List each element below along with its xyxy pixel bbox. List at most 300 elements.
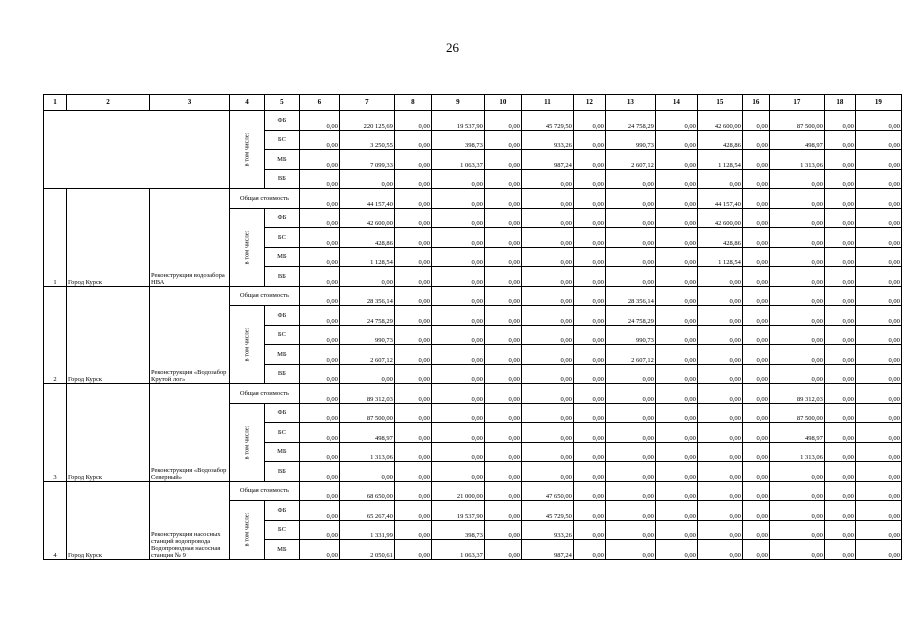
value-cell: 0,00 (855, 325, 901, 345)
funding-code: БС (264, 520, 299, 540)
value-cell: 0,00 (769, 286, 824, 306)
value-cell: 0,00 (573, 501, 605, 521)
value-cell: 0,00 (339, 267, 394, 287)
subtotal-label (230, 306, 265, 384)
value-cell: 0,00 (655, 462, 697, 482)
value-cell: 220 125,69 (339, 111, 394, 131)
value-cell: 0,00 (742, 384, 769, 404)
value-cell: 0,00 (339, 462, 394, 482)
column-header: 18 (824, 95, 855, 111)
value-cell: 0,00 (484, 325, 521, 345)
value-cell: 0,00 (573, 169, 605, 189)
value-cell: 0,00 (299, 189, 339, 209)
value-cell: 0,00 (697, 423, 742, 443)
value-cell: 0,00 (769, 208, 824, 228)
object-name: Реконструкция водозабора НВА (150, 189, 230, 287)
value-cell: 28 356,14 (605, 286, 655, 306)
value-cell: 987,24 (521, 150, 573, 170)
city-name: Город Курск (67, 286, 150, 384)
subtotal-label (230, 403, 265, 481)
value-cell: 0,00 (855, 306, 901, 326)
value-cell: 0,00 (605, 267, 655, 287)
value-cell: 0,00 (521, 247, 573, 267)
value-cell: 0,00 (824, 423, 855, 443)
value-cell: 0,00 (431, 364, 484, 384)
value-cell: 0,00 (573, 247, 605, 267)
value-cell: 0,00 (431, 462, 484, 482)
value-cell: 0,00 (769, 325, 824, 345)
value-cell: 1 313,06 (339, 442, 394, 462)
value-cell: 0,00 (855, 150, 901, 170)
value-cell: 44 157,40 (697, 189, 742, 209)
value-cell: 0,00 (431, 267, 484, 287)
value-cell: 0,00 (484, 520, 521, 540)
value-cell: 0,00 (855, 403, 901, 423)
funding-code: МБ (264, 150, 299, 170)
value-cell: 0,00 (855, 247, 901, 267)
value-cell: 0,00 (697, 442, 742, 462)
value-cell: 0,00 (339, 364, 394, 384)
blank-cell (44, 111, 230, 189)
value-cell: 0,00 (484, 286, 521, 306)
funding-code: ВБ (264, 462, 299, 482)
value-cell: 0,00 (484, 481, 521, 501)
value-cell: 0,00 (484, 228, 521, 248)
value-cell: 0,00 (394, 345, 431, 365)
value-cell: 0,00 (484, 501, 521, 521)
value-cell: 0,00 (299, 228, 339, 248)
value-cell: 0,00 (484, 267, 521, 287)
value-cell: 0,00 (299, 208, 339, 228)
city-name: Город Курск (67, 481, 150, 559)
column-header: 10 (484, 95, 521, 111)
value-cell: 0,00 (484, 247, 521, 267)
value-cell: 0,00 (605, 247, 655, 267)
object-name: Реконструкция «Водозабор Северный» (150, 384, 230, 482)
subtotal-label-text: в том числе: (243, 425, 251, 459)
value-cell: 87 500,00 (769, 111, 824, 131)
value-cell: 0,00 (394, 520, 431, 540)
value-cell: 2 607,12 (605, 345, 655, 365)
value-cell: 0,00 (431, 403, 484, 423)
value-cell: 0,00 (484, 150, 521, 170)
column-header: 13 (605, 95, 655, 111)
value-cell: 0,00 (431, 423, 484, 443)
value-cell: 0,00 (655, 267, 697, 287)
column-header: 2 (67, 95, 150, 111)
value-cell: 0,00 (573, 520, 605, 540)
value-cell: 0,00 (573, 462, 605, 482)
value-cell: 0,00 (299, 325, 339, 345)
value-cell: 0,00 (299, 111, 339, 131)
object-name: Реконструкция «Водозабор Крутой лог» (150, 286, 230, 384)
value-cell: 87 500,00 (339, 403, 394, 423)
value-cell: 0,00 (769, 364, 824, 384)
value-cell: 0,00 (484, 540, 521, 560)
funding-code: ФБ (264, 403, 299, 423)
value-cell: 0,00 (605, 169, 655, 189)
value-cell: 0,00 (697, 345, 742, 365)
value-cell: 0,00 (605, 501, 655, 521)
value-cell: 0,00 (855, 540, 901, 560)
value-cell: 0,00 (394, 247, 431, 267)
value-cell: 0,00 (484, 384, 521, 404)
value-cell: 0,00 (824, 364, 855, 384)
value-cell: 0,00 (742, 111, 769, 131)
value-cell: 0,00 (697, 169, 742, 189)
value-cell: 0,00 (431, 247, 484, 267)
value-cell: 0,00 (855, 228, 901, 248)
value-cell: 0,00 (769, 306, 824, 326)
value-cell: 0,00 (339, 169, 394, 189)
value-cell: 0,00 (394, 111, 431, 131)
value-cell: 0,00 (655, 325, 697, 345)
value-cell: 0,00 (855, 189, 901, 209)
value-cell: 0,00 (394, 423, 431, 443)
value-cell: 0,00 (299, 481, 339, 501)
column-header: 6 (299, 95, 339, 111)
value-cell: 0,00 (855, 501, 901, 521)
value-cell: 0,00 (742, 228, 769, 248)
value-cell: 21 000,00 (431, 481, 484, 501)
value-cell: 19 537,90 (431, 501, 484, 521)
value-cell: 0,00 (824, 481, 855, 501)
value-cell: 0,00 (394, 169, 431, 189)
subtotal-label (230, 208, 265, 286)
value-cell: 0,00 (299, 442, 339, 462)
value-cell: 1 313,06 (769, 150, 824, 170)
value-cell: 0,00 (655, 423, 697, 443)
funding-code: МБ (264, 540, 299, 560)
column-header: 8 (394, 95, 431, 111)
funding-code: МБ (264, 442, 299, 462)
subtotal-label (230, 501, 265, 560)
value-cell: 0,00 (573, 423, 605, 443)
value-cell: 0,00 (824, 130, 855, 150)
value-cell: 0,00 (824, 384, 855, 404)
value-cell: 0,00 (573, 130, 605, 150)
value-cell: 0,00 (769, 501, 824, 521)
value-cell: 0,00 (605, 520, 655, 540)
value-cell: 498,97 (769, 130, 824, 150)
value-cell: 0,00 (697, 384, 742, 404)
value-cell: 0,00 (573, 481, 605, 501)
value-cell: 0,00 (299, 247, 339, 267)
value-cell: 0,00 (431, 442, 484, 462)
value-cell: 1 063,37 (431, 150, 484, 170)
table-row (44, 286, 902, 306)
value-cell: 0,00 (573, 228, 605, 248)
value-cell: 0,00 (605, 208, 655, 228)
value-cell: 428,86 (697, 130, 742, 150)
value-cell: 0,00 (655, 111, 697, 131)
value-cell: 0,00 (299, 267, 339, 287)
value-cell: 0,00 (742, 325, 769, 345)
column-header: 5 (264, 95, 299, 111)
value-cell: 0,00 (484, 462, 521, 482)
value-cell: 0,00 (655, 384, 697, 404)
value-cell: 0,00 (605, 462, 655, 482)
value-cell: 0,00 (697, 501, 742, 521)
row-number: 1 (44, 189, 67, 287)
value-cell: 24 758,29 (339, 306, 394, 326)
value-cell: 0,00 (394, 228, 431, 248)
funding-code: МБ (264, 345, 299, 365)
value-cell: 7 099,33 (339, 150, 394, 170)
value-cell: 2 607,12 (339, 345, 394, 365)
value-cell: 0,00 (769, 189, 824, 209)
funding-code: ВБ (264, 267, 299, 287)
subtotal-label-text: в том числе: (243, 230, 251, 264)
value-cell: 0,00 (824, 189, 855, 209)
value-cell: 0,00 (484, 423, 521, 443)
value-cell: 45 729,50 (521, 501, 573, 521)
value-cell: 45 729,50 (521, 111, 573, 131)
value-cell: 0,00 (394, 189, 431, 209)
value-cell: 0,00 (484, 130, 521, 150)
value-cell: 0,00 (394, 462, 431, 482)
value-cell: 0,00 (394, 540, 431, 560)
value-cell: 0,00 (299, 501, 339, 521)
value-cell: 0,00 (655, 501, 697, 521)
value-cell: 0,00 (824, 306, 855, 326)
value-cell: 0,00 (484, 442, 521, 462)
value-cell: 0,00 (605, 228, 655, 248)
value-cell: 0,00 (655, 208, 697, 228)
value-cell: 0,00 (431, 286, 484, 306)
value-cell: 0,00 (605, 423, 655, 443)
value-cell: 0,00 (855, 520, 901, 540)
value-cell: 0,00 (742, 364, 769, 384)
value-cell: 0,00 (697, 520, 742, 540)
value-cell: 0,00 (742, 345, 769, 365)
table-row (44, 481, 902, 501)
column-header: 14 (655, 95, 697, 111)
value-cell: 0,00 (655, 364, 697, 384)
value-cell: 1 063,37 (431, 540, 484, 560)
value-cell: 0,00 (521, 345, 573, 365)
column-header: 19 (855, 95, 901, 111)
value-cell: 0,00 (655, 150, 697, 170)
subtotal-label-text: в том числе: (243, 132, 251, 167)
value-cell: 0,00 (742, 306, 769, 326)
value-cell: 0,00 (573, 540, 605, 560)
funding-code: ФБ (264, 306, 299, 326)
value-cell: 0,00 (394, 130, 431, 150)
funding-code: БС (264, 228, 299, 248)
page-number: 26 (446, 40, 459, 55)
value-cell: 0,00 (484, 189, 521, 209)
row-number: 2 (44, 286, 67, 384)
value-cell: 0,00 (521, 364, 573, 384)
value-cell: 987,24 (521, 540, 573, 560)
value-cell: 0,00 (824, 150, 855, 170)
value-cell: 0,00 (299, 364, 339, 384)
value-cell: 0,00 (431, 228, 484, 248)
value-cell: 0,00 (655, 403, 697, 423)
value-cell: 0,00 (855, 267, 901, 287)
value-cell: 0,00 (605, 481, 655, 501)
value-cell: 0,00 (824, 462, 855, 482)
value-cell: 0,00 (521, 403, 573, 423)
value-cell: 0,00 (655, 540, 697, 560)
value-cell: 0,00 (824, 540, 855, 560)
value-cell: 0,00 (394, 267, 431, 287)
table-body (44, 95, 902, 560)
value-cell: 0,00 (824, 520, 855, 540)
column-header: 11 (521, 95, 573, 111)
value-cell: 44 157,40 (339, 189, 394, 209)
table-row (44, 384, 902, 404)
value-cell: 0,00 (394, 481, 431, 501)
value-cell: 0,00 (299, 540, 339, 560)
value-cell: 0,00 (697, 462, 742, 482)
value-cell: 0,00 (431, 189, 484, 209)
funding-code: МБ (264, 247, 299, 267)
funding-code: ВБ (264, 364, 299, 384)
value-cell: 0,00 (573, 208, 605, 228)
value-cell: 0,00 (742, 501, 769, 521)
value-cell: 2 050,61 (339, 540, 394, 560)
value-cell: 0,00 (697, 267, 742, 287)
value-cell: 0,00 (605, 540, 655, 560)
value-cell: 0,00 (394, 364, 431, 384)
value-cell: 89 312,03 (339, 384, 394, 404)
value-cell: 0,00 (824, 267, 855, 287)
value-cell: 0,00 (299, 306, 339, 326)
value-cell: 0,00 (824, 111, 855, 131)
value-cell: 0,00 (605, 442, 655, 462)
value-cell: 0,00 (394, 286, 431, 306)
funding-code: ФБ (264, 111, 299, 131)
value-cell: 990,73 (605, 325, 655, 345)
value-cell: 0,00 (573, 403, 605, 423)
value-cell: 0,00 (431, 384, 484, 404)
value-cell: 0,00 (697, 286, 742, 306)
value-cell: 0,00 (697, 481, 742, 501)
value-cell: 47 650,00 (521, 481, 573, 501)
value-cell: 498,97 (339, 423, 394, 443)
column-header-row (44, 95, 902, 111)
value-cell: 0,00 (824, 247, 855, 267)
value-cell: 0,00 (769, 345, 824, 365)
value-cell: 990,73 (339, 325, 394, 345)
value-cell: 0,00 (299, 345, 339, 365)
value-cell: 0,00 (394, 501, 431, 521)
value-cell: 0,00 (769, 462, 824, 482)
value-cell: 0,00 (655, 306, 697, 326)
column-header: 9 (431, 95, 484, 111)
value-cell: 990,73 (605, 130, 655, 150)
value-cell: 0,00 (299, 130, 339, 150)
value-cell: 0,00 (573, 286, 605, 306)
value-cell: 0,00 (521, 384, 573, 404)
value-cell: 0,00 (855, 364, 901, 384)
value-cell: 19 537,90 (431, 111, 484, 131)
value-cell: 0,00 (697, 540, 742, 560)
value-cell: 398,73 (431, 130, 484, 150)
value-cell: 0,00 (573, 325, 605, 345)
column-header: 12 (573, 95, 605, 111)
value-cell: 0,00 (742, 423, 769, 443)
value-cell: 0,00 (655, 228, 697, 248)
value-cell: 0,00 (824, 442, 855, 462)
value-cell: 0,00 (521, 423, 573, 443)
value-cell: 0,00 (484, 208, 521, 228)
value-cell: 0,00 (573, 189, 605, 209)
value-cell: 0,00 (484, 306, 521, 326)
value-cell: 0,00 (431, 345, 484, 365)
value-cell: 0,00 (824, 403, 855, 423)
value-cell: 0,00 (855, 169, 901, 189)
value-cell: 0,00 (855, 111, 901, 131)
subtotal-label-text: в том числе: (243, 327, 251, 362)
value-cell: 65 267,40 (339, 501, 394, 521)
value-cell: 0,00 (394, 208, 431, 228)
value-cell: 0,00 (742, 481, 769, 501)
value-cell: 0,00 (299, 423, 339, 443)
value-cell: 0,00 (394, 442, 431, 462)
value-cell: 0,00 (697, 325, 742, 345)
value-cell: 0,00 (521, 325, 573, 345)
value-cell: 0,00 (824, 228, 855, 248)
value-cell: 0,00 (573, 384, 605, 404)
value-cell: 1 128,54 (697, 247, 742, 267)
value-cell: 0,00 (697, 403, 742, 423)
value-cell: 0,00 (521, 228, 573, 248)
value-cell: 0,00 (855, 286, 901, 306)
value-cell: 0,00 (573, 345, 605, 365)
value-cell: 0,00 (742, 286, 769, 306)
value-cell: 0,00 (655, 345, 697, 365)
value-cell: 0,00 (742, 442, 769, 462)
column-header: 1 (44, 95, 67, 111)
value-cell: 0,00 (484, 169, 521, 189)
value-cell: 0,00 (573, 150, 605, 170)
column-header: 7 (339, 95, 394, 111)
value-cell: 0,00 (605, 403, 655, 423)
value-cell: 0,00 (824, 286, 855, 306)
value-cell: 0,00 (855, 130, 901, 150)
value-cell: 0,00 (769, 267, 824, 287)
value-cell: 0,00 (655, 442, 697, 462)
value-cell: 2 607,12 (605, 150, 655, 170)
value-cell: 428,86 (339, 228, 394, 248)
table-row (44, 111, 902, 131)
value-cell: 0,00 (573, 111, 605, 131)
funding-code: ВБ (264, 169, 299, 189)
value-cell: 0,00 (655, 189, 697, 209)
value-cell: 0,00 (299, 286, 339, 306)
city-name: Город Курск (67, 384, 150, 482)
total-cost-label: Общая стоимость (230, 481, 300, 501)
value-cell: 0,00 (769, 228, 824, 248)
value-cell: 0,00 (484, 345, 521, 365)
value-cell: 0,00 (521, 208, 573, 228)
value-cell: 68 650,00 (339, 481, 394, 501)
value-cell: 0,00 (394, 384, 431, 404)
value-cell: 0,00 (605, 364, 655, 384)
funding-code: БС (264, 423, 299, 443)
object-name: Реконструкция насосных станций водопровода Водопроводная насосная станция № 9 (150, 481, 230, 559)
value-cell: 0,00 (521, 189, 573, 209)
subtotal-label (230, 111, 265, 189)
value-cell: 0,00 (697, 306, 742, 326)
value-cell: 933,26 (521, 520, 573, 540)
value-cell: 0,00 (484, 111, 521, 131)
funding-code: БС (264, 325, 299, 345)
value-cell: 0,00 (742, 247, 769, 267)
